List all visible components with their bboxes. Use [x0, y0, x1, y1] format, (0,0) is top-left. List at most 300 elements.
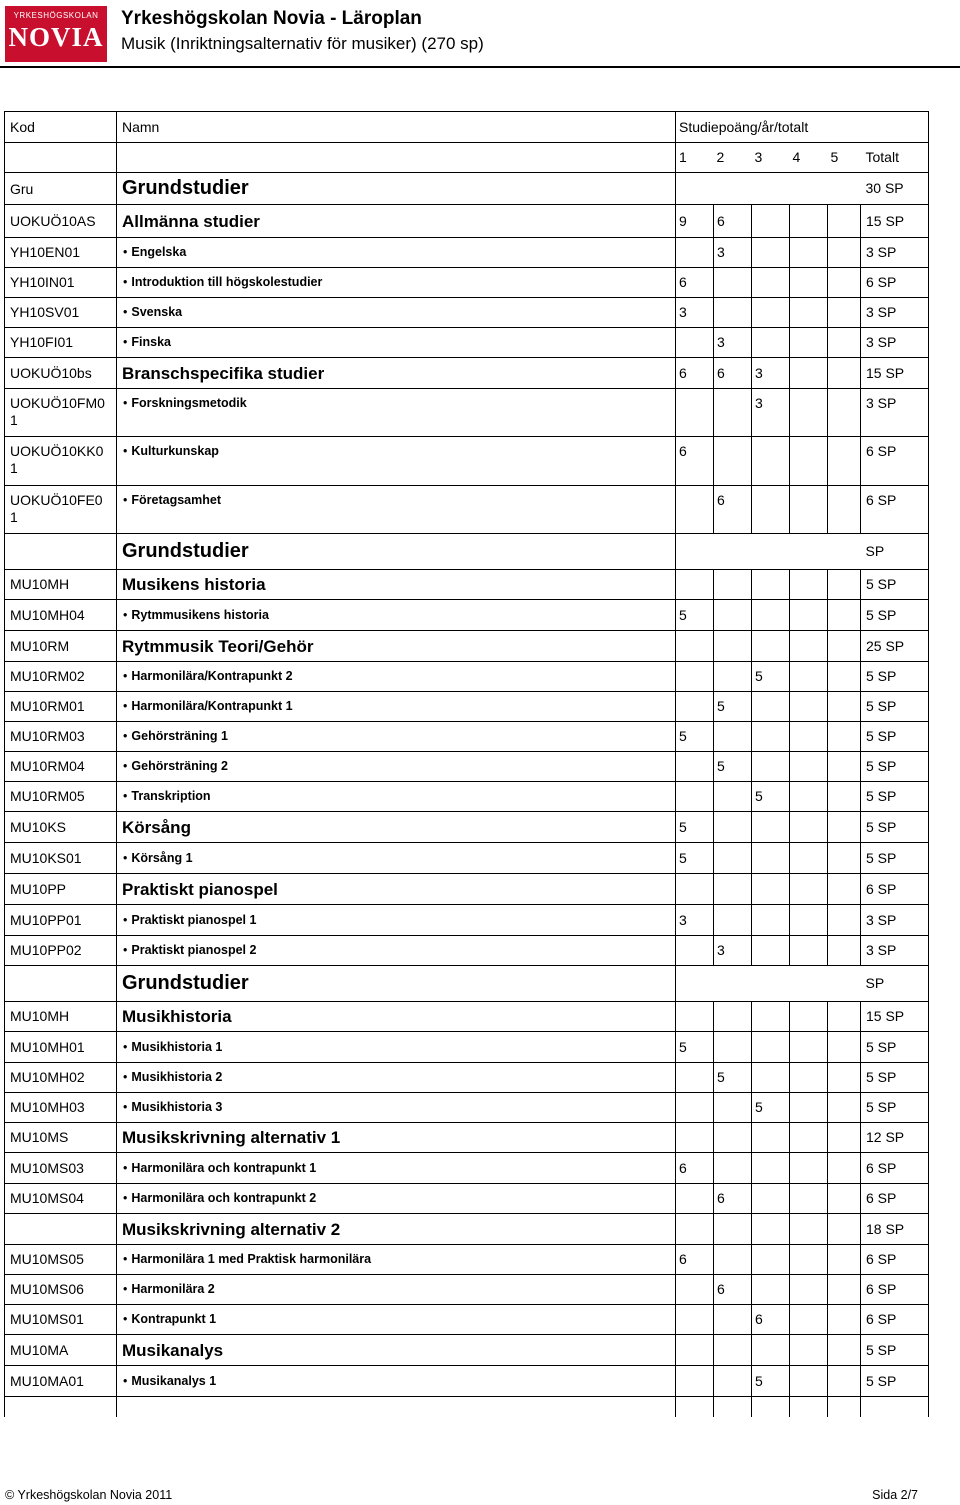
- year-4-credits: [790, 722, 828, 752]
- total-credits: 30 SP: [861, 173, 929, 205]
- course-code: Gru: [5, 173, 117, 205]
- bullet-icon: •: [123, 729, 128, 743]
- year-4-credits: [790, 1335, 828, 1366]
- course-name-text: Harmonilära 1 med Praktisk harmonilära: [131, 1252, 372, 1266]
- course-code: MU10PP02: [5, 936, 117, 966]
- year-3-credits: [752, 238, 790, 268]
- year-4-credits: [790, 1245, 828, 1275]
- bullet-icon: •: [123, 789, 128, 803]
- total-credits: 5 SP: [861, 812, 929, 843]
- year-3-credits: [752, 936, 790, 966]
- logo-top-text: YRKESHÖGSKOLAN: [13, 11, 99, 20]
- logo-main-text: NOVIA: [8, 22, 104, 52]
- year-3-credits: [752, 752, 790, 782]
- course-name-text: Rytmmusikens historia: [131, 607, 269, 622]
- filler-cell: [714, 1397, 752, 1417]
- year-5-credits: [828, 1335, 861, 1366]
- group-name: Praktiskt pianospel: [117, 874, 676, 905]
- year-2-credits: [714, 1335, 752, 1366]
- year-4-credits: [790, 936, 828, 966]
- year-1-credits: [676, 1063, 714, 1093]
- course-name: [117, 328, 676, 358]
- year-1-credits: [676, 570, 714, 600]
- group-name: Körsång: [117, 812, 676, 843]
- course-name-text: Introduktion till högskolestudier: [131, 275, 323, 289]
- year-1-credits: [676, 1275, 714, 1305]
- year-1-credits: 5: [676, 1032, 714, 1063]
- year-5-credits: [828, 1063, 861, 1093]
- year-5-credits: [828, 534, 861, 570]
- year-4-credits: [790, 534, 828, 570]
- year-2-credits: [714, 1214, 752, 1245]
- course-code: MU10MH: [5, 1002, 117, 1032]
- year-3-credits: [752, 1184, 790, 1214]
- bullet-icon: •: [123, 1100, 128, 1114]
- year-2-credits: [714, 437, 752, 486]
- year-2-credits: [714, 782, 752, 812]
- section-row: [5, 534, 929, 570]
- bullet-icon: •: [123, 444, 128, 458]
- bullet-icon: •: [123, 699, 128, 713]
- year-4-credits: [790, 1032, 828, 1063]
- course-code: YH10EN01: [5, 238, 117, 268]
- year-3-credits: 3: [752, 389, 790, 437]
- year-1-credits: 6: [676, 268, 714, 298]
- total-credits: 6 SP: [861, 1184, 929, 1214]
- year-5-credits: [828, 1245, 861, 1275]
- year-3-credits: [752, 631, 790, 662]
- year-5-credits: [828, 692, 861, 722]
- course-name: [117, 238, 676, 268]
- year-1-credits: [676, 631, 714, 662]
- year-3-credits: [752, 1063, 790, 1093]
- year-5-credits: [828, 238, 861, 268]
- year-3-credits: [752, 843, 790, 874]
- year-4-credits: [790, 1002, 828, 1032]
- course-name: [117, 1184, 676, 1214]
- year-1-credits: 5: [676, 600, 714, 631]
- year-3-credits: [752, 692, 790, 722]
- course-row: [5, 692, 929, 722]
- course-code: MU10MH02: [5, 1063, 117, 1093]
- year-1-credits: [676, 389, 714, 437]
- course-name-text: Harmonilära/Kontrapunkt 2: [131, 669, 293, 683]
- year-1-credits: [676, 1123, 714, 1153]
- year-1-credits: 3: [676, 298, 714, 328]
- year-5-credits: [828, 328, 861, 358]
- year-4-credits: [790, 662, 828, 692]
- year-3-credits: 5: [752, 662, 790, 692]
- course-name-text: Finska: [131, 335, 171, 349]
- year-4-credits: [790, 570, 828, 600]
- year-3-credits: [752, 600, 790, 631]
- year-3-credits: [752, 722, 790, 752]
- total-credits: 15 SP: [861, 205, 929, 238]
- year-5-credits: [828, 437, 861, 486]
- year-5-credits: [828, 843, 861, 874]
- filler-row: [5, 1397, 929, 1417]
- group-name: Rytmmusik Teori/Gehör: [117, 631, 676, 662]
- year-5-credits: [828, 874, 861, 905]
- course-name: [117, 1305, 676, 1335]
- course-name: [117, 752, 676, 782]
- course-row: [5, 328, 929, 358]
- document-title: Yrkeshögskolan Novia - Läroplan: [121, 8, 422, 29]
- total-credits: 6 SP: [861, 1275, 929, 1305]
- year-2-credits: 3: [714, 936, 752, 966]
- filler-cell: [752, 1397, 790, 1417]
- group-name: Musikskrivning alternativ 1: [117, 1123, 676, 1153]
- year-1-credits: [676, 328, 714, 358]
- year-2-credits: [714, 298, 752, 328]
- group-row: [5, 1002, 929, 1032]
- filler-cell: [861, 1397, 929, 1417]
- col-header-studiepoang: Studiepoäng/år/totalt: [676, 112, 929, 143]
- year-2-credits: [714, 1366, 752, 1397]
- course-name: [117, 600, 676, 631]
- year-5-credits: [828, 1093, 861, 1123]
- course-name: [117, 1275, 676, 1305]
- year-3-credits: [752, 874, 790, 905]
- course-row: [5, 662, 929, 692]
- year-4-credits: [790, 874, 828, 905]
- bullet-icon: •: [123, 607, 128, 622]
- year-4-credits: [790, 238, 828, 268]
- total-credits: 3 SP: [861, 936, 929, 966]
- course-name: [117, 1063, 676, 1093]
- group-row: [5, 1335, 929, 1366]
- year-5-credits: [828, 782, 861, 812]
- year-1-credits: [676, 966, 714, 1002]
- course-code: YH10IN01: [5, 268, 117, 298]
- year-2-credits: [714, 874, 752, 905]
- year-4-credits: [790, 905, 828, 936]
- year-4-credits: [790, 1153, 828, 1184]
- filler-cell: [5, 1397, 117, 1417]
- year-2-credits: [714, 534, 752, 570]
- year-4-credits: [790, 1275, 828, 1305]
- course-row: [5, 437, 929, 486]
- year-4-credits: [790, 692, 828, 722]
- bullet-icon: •: [123, 1070, 128, 1084]
- group-name: Musikens historia: [117, 570, 676, 600]
- year-4-credits: [790, 752, 828, 782]
- group-row: [5, 358, 929, 389]
- course-name-text: Musikhistoria 2: [131, 1070, 223, 1084]
- year-5-credits: [828, 1366, 861, 1397]
- year-5-credits: [828, 600, 861, 631]
- year-3-credits: [752, 1335, 790, 1366]
- course-code: MU10MA: [5, 1335, 117, 1366]
- year-5-credits: [828, 722, 861, 752]
- course-code: YH10SV01: [5, 298, 117, 328]
- year-3-credits: 3: [752, 358, 790, 389]
- col-header-year-1: 1: [676, 143, 714, 173]
- year-1-credits: 6: [676, 358, 714, 389]
- course-code: UOKUÖ10FE0 1: [5, 486, 117, 534]
- total-credits: 5 SP: [861, 843, 929, 874]
- year-3-credits: 5: [752, 1093, 790, 1123]
- bullet-icon: •: [123, 943, 128, 957]
- year-1-credits: [676, 936, 714, 966]
- course-name: [117, 486, 676, 534]
- group-row: [5, 205, 929, 238]
- header-blank-kod: [5, 143, 117, 173]
- year-5-credits: [828, 1002, 861, 1032]
- total-credits: 3 SP: [861, 298, 929, 328]
- course-name: [117, 662, 676, 692]
- year-4-credits: [790, 328, 828, 358]
- year-1-credits: [676, 1002, 714, 1032]
- year-1-credits: 9: [676, 205, 714, 238]
- course-code: MU10MS04: [5, 1184, 117, 1214]
- year-1-credits: [676, 874, 714, 905]
- year-4-credits: [790, 1214, 828, 1245]
- year-5-credits: [828, 1153, 861, 1184]
- total-credits: 5 SP: [861, 1335, 929, 1366]
- course-code: MU10MS: [5, 1123, 117, 1153]
- year-4-credits: [790, 389, 828, 437]
- total-credits: 6 SP: [861, 486, 929, 534]
- course-row: [5, 600, 929, 631]
- year-1-credits: [676, 173, 714, 205]
- year-2-credits: [714, 905, 752, 936]
- year-2-credits: [714, 631, 752, 662]
- course-code: [5, 534, 117, 570]
- total-credits: 3 SP: [861, 238, 929, 268]
- col-header-year-5: 5: [828, 143, 861, 173]
- course-name-text: Kontrapunkt 1: [131, 1312, 217, 1326]
- course-row: [5, 752, 929, 782]
- course-row: [5, 486, 929, 534]
- year-2-credits: 5: [714, 692, 752, 722]
- year-4-credits: [790, 1063, 828, 1093]
- course-row: [5, 1032, 929, 1063]
- group-row: [5, 1123, 929, 1153]
- total-credits: 15 SP: [861, 358, 929, 389]
- total-credits: 5 SP: [861, 782, 929, 812]
- year-3-credits: [752, 298, 790, 328]
- total-credits: 5 SP: [861, 752, 929, 782]
- course-code: MU10RM02: [5, 662, 117, 692]
- course-code: [5, 966, 117, 1002]
- total-credits: 3 SP: [861, 328, 929, 358]
- year-3-credits: [752, 812, 790, 843]
- year-5-credits: [828, 1214, 861, 1245]
- course-code: MU10MS06: [5, 1275, 117, 1305]
- bullet-icon: •: [123, 1191, 128, 1205]
- year-2-credits: [714, 662, 752, 692]
- bullet-icon: •: [123, 759, 128, 773]
- group-row: [5, 631, 929, 662]
- year-4-credits: [790, 1123, 828, 1153]
- course-row: [5, 1305, 929, 1335]
- course-row: [5, 1184, 929, 1214]
- course-name-text: Företagsamhet: [131, 493, 221, 507]
- course-name-text: Musikhistoria 3: [131, 1100, 223, 1114]
- group-row: [5, 570, 929, 600]
- total-credits: 5 SP: [861, 662, 929, 692]
- course-row: [5, 905, 929, 936]
- group-row: [5, 874, 929, 905]
- group-name: Allmänna studier: [117, 205, 676, 238]
- course-code: MU10MS03: [5, 1153, 117, 1184]
- year-4-credits: [790, 600, 828, 631]
- year-4-credits: [790, 843, 828, 874]
- year-5-credits: [828, 389, 861, 437]
- course-name: [117, 936, 676, 966]
- year-5-credits: [828, 936, 861, 966]
- course-name-text: Praktiskt pianospel 1: [131, 912, 257, 927]
- total-credits: 6 SP: [861, 1153, 929, 1184]
- course-row: [5, 1093, 929, 1123]
- total-credits: 5 SP: [861, 1366, 929, 1397]
- year-5-credits: [828, 905, 861, 936]
- total-credits: 6 SP: [861, 268, 929, 298]
- year-3-credits: 5: [752, 782, 790, 812]
- course-row: [5, 1366, 929, 1397]
- course-name: [117, 437, 676, 486]
- total-credits: 3 SP: [861, 905, 929, 936]
- year-1-credits: 6: [676, 437, 714, 486]
- col-header-year-3: 3: [752, 143, 790, 173]
- course-name: [117, 905, 676, 936]
- total-credits: 12 SP: [861, 1123, 929, 1153]
- year-1-credits: 5: [676, 722, 714, 752]
- year-4-credits: [790, 1305, 828, 1335]
- group-name: Musikhistoria: [117, 1002, 676, 1032]
- bullet-icon: •: [123, 1252, 128, 1266]
- course-name-text: Musikanalys 1: [131, 1373, 217, 1388]
- group-name: Musikanalys: [117, 1335, 676, 1366]
- bullet-icon: •: [123, 335, 128, 349]
- course-name: [117, 782, 676, 812]
- year-1-credits: 3: [676, 905, 714, 936]
- col-header-namn: Namn: [117, 112, 676, 143]
- year-1-credits: [676, 238, 714, 268]
- course-name-text: Harmonilära 2: [131, 1282, 215, 1296]
- year-4-credits: [790, 268, 828, 298]
- year-5-credits: [828, 570, 861, 600]
- year-2-credits: [714, 843, 752, 874]
- header-row-1: [5, 112, 929, 143]
- course-name-text: Svenska: [131, 305, 183, 319]
- year-2-credits: 5: [714, 752, 752, 782]
- total-credits: 5 SP: [861, 570, 929, 600]
- course-row: [5, 298, 929, 328]
- course-code: MU10PP: [5, 874, 117, 905]
- year-4-credits: [790, 173, 828, 205]
- year-2-credits: [714, 1002, 752, 1032]
- year-3-credits: [752, 173, 790, 205]
- bullet-icon: •: [123, 850, 128, 865]
- bullet-icon: •: [123, 912, 128, 927]
- course-code: UOKUÖ10AS: [5, 205, 117, 238]
- year-1-credits: [676, 534, 714, 570]
- header-divider: [0, 66, 960, 68]
- bullet-icon: •: [123, 1373, 128, 1388]
- year-3-credits: [752, 1214, 790, 1245]
- total-credits: 5 SP: [861, 1063, 929, 1093]
- course-code: UOKUÖ10KK0 1: [5, 437, 117, 486]
- year-3-credits: [752, 486, 790, 534]
- year-1-credits: 6: [676, 1245, 714, 1275]
- bullet-icon: •: [123, 1039, 128, 1054]
- year-3-credits: [752, 1275, 790, 1305]
- year-4-credits: [790, 358, 828, 389]
- year-1-credits: [676, 1093, 714, 1123]
- course-code: MU10RM04: [5, 752, 117, 782]
- bullet-icon: •: [123, 1160, 128, 1175]
- total-credits: SP: [861, 966, 929, 1002]
- course-row: [5, 1153, 929, 1184]
- course-code: MU10MH04: [5, 600, 117, 631]
- year-1-credits: 6: [676, 1153, 714, 1184]
- course-name-text: Praktiskt pianospel 2: [131, 943, 257, 957]
- total-credits: 3 SP: [861, 389, 929, 437]
- course-name: [117, 389, 676, 437]
- course-name: [117, 692, 676, 722]
- bullet-icon: •: [123, 245, 128, 259]
- year-5-credits: [828, 1123, 861, 1153]
- course-code: MU10KS01: [5, 843, 117, 874]
- year-2-credits: [714, 1032, 752, 1063]
- year-5-credits: [828, 1275, 861, 1305]
- year-3-credits: [752, 1032, 790, 1063]
- year-2-credits: [714, 1123, 752, 1153]
- year-1-credits: [676, 1214, 714, 1245]
- year-3-credits: [752, 1245, 790, 1275]
- year-1-credits: [676, 1184, 714, 1214]
- year-3-credits: [752, 534, 790, 570]
- bullet-icon: •: [123, 1282, 128, 1296]
- course-code: YH10FI01: [5, 328, 117, 358]
- course-row: [5, 238, 929, 268]
- total-credits: 15 SP: [861, 1002, 929, 1032]
- year-2-credits: [714, 173, 752, 205]
- year-4-credits: [790, 1184, 828, 1214]
- year-3-credits: [752, 205, 790, 238]
- course-name-text: Gehörsträning 1: [131, 729, 228, 743]
- course-name-text: Harmonilära/Kontrapunkt 1: [131, 699, 293, 713]
- course-row: [5, 389, 929, 437]
- course-name: [117, 1245, 676, 1275]
- course-row: [5, 843, 929, 874]
- section-row: [5, 173, 929, 205]
- total-credits: 6 SP: [861, 1305, 929, 1335]
- year-5-credits: [828, 812, 861, 843]
- year-1-credits: 5: [676, 812, 714, 843]
- course-name-text: Kulturkunskap: [131, 444, 219, 458]
- year-2-credits: [714, 600, 752, 631]
- course-name-text: Musikhistoria 1: [131, 1039, 223, 1054]
- col-header-kod: Kod: [5, 112, 117, 143]
- year-5-credits: [828, 631, 861, 662]
- col-header-totalt: Totalt: [861, 143, 929, 173]
- course-code: UOKUÖ10bs: [5, 358, 117, 389]
- course-code: [5, 1214, 117, 1245]
- bullet-icon: •: [123, 493, 128, 507]
- col-header-year-4: 4: [790, 143, 828, 173]
- total-credits: 5 SP: [861, 692, 929, 722]
- year-3-credits: [752, 1123, 790, 1153]
- course-row: [5, 268, 929, 298]
- year-1-credits: [676, 1305, 714, 1335]
- year-1-credits: 5: [676, 843, 714, 874]
- year-2-credits: [714, 570, 752, 600]
- group-row: [5, 1214, 929, 1245]
- total-credits: 6 SP: [861, 1245, 929, 1275]
